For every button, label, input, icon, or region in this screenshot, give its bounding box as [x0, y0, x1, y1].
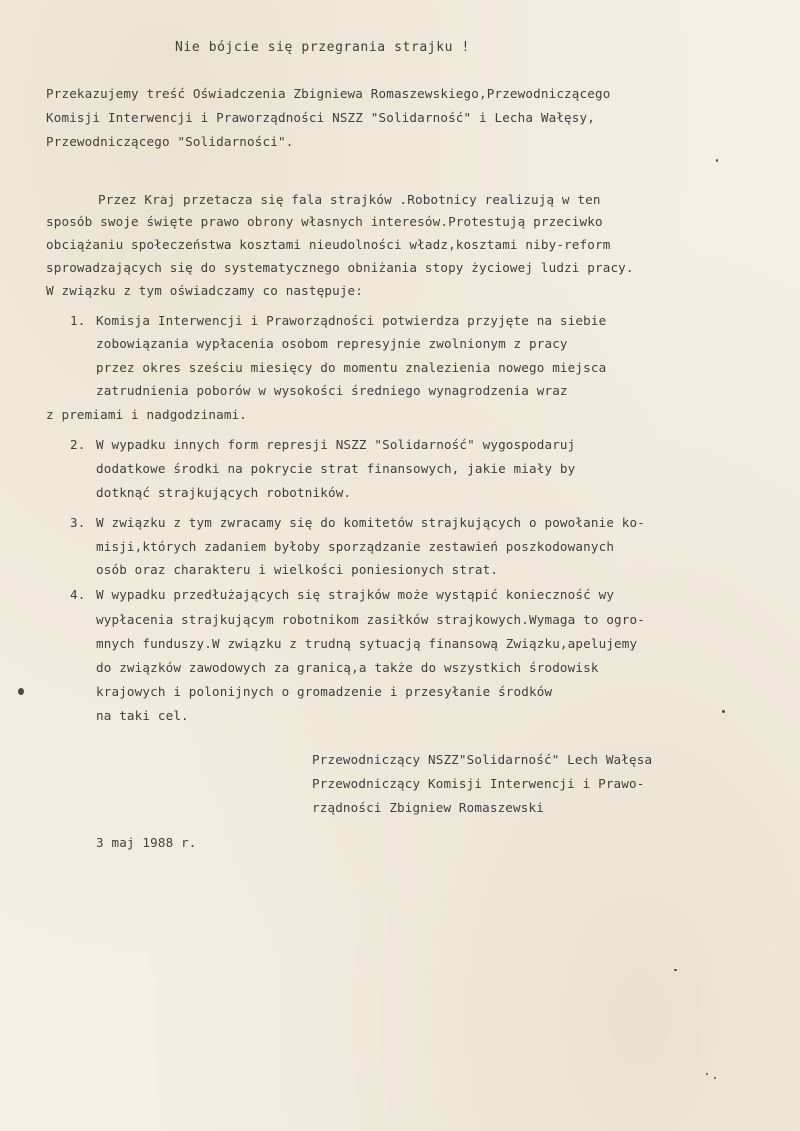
- statement-line: W związku z tym oświadczamy co następuje:: [46, 283, 364, 298]
- point-line: krajowych i polonijnych o gromadzenie i przesyłanie środków: [96, 684, 553, 699]
- statement-line: obciążaniu społeczeństwa kosztami nieudolności władz,kosztami niby-reform: [46, 237, 611, 252]
- signature-line: Przewodniczący NSZZ"Solidarność" Lech Wałęsa: [312, 752, 653, 767]
- point-line: wypłacenia strajkującym robotnikom zasiłków strajkowych.Wymaga to ogro-: [96, 612, 645, 627]
- point-line: misji,których zadaniem byłoby sporządzanie zestawień poszkodowanych: [96, 539, 615, 554]
- point-line: zatrudnienia poborów w wysokości średniego wynagrodzenia wraz: [96, 383, 568, 398]
- point-line: z premiami i nadgodzinami.: [46, 407, 248, 422]
- document-title: Nie bójcie się przegrania strajku !: [175, 40, 470, 55]
- intro-line: Przekazujemy treść Oświadczenia Zbigniewa Romaszewskiego,Przewodniczącego: [46, 86, 611, 101]
- ink-speck: [716, 159, 718, 162]
- intro-line: Przewodniczącego "Solidarności".: [46, 134, 294, 149]
- statement-line: sposób swoje święte prawo obrony własnych interesów.Protestują przeciwko: [46, 214, 603, 229]
- point-line: zobowiązania wypłacenia osobom represyjnie zwolnionym z pracy: [96, 336, 568, 351]
- point-line: W związku z tym zwracamy się do komitetów strajkujących o powołanie ko-: [96, 515, 645, 530]
- intro-line: Komisji Interwencji i Praworządności NSZZ "Solidarność" i Lecha Wałęsy,: [46, 110, 595, 125]
- document-date: 3 maj 1988 r.: [96, 835, 197, 850]
- point-number: 2.: [70, 437, 86, 452]
- point-line: Komisja Interwencji i Praworządności potwierdza przyjęte na siebie: [96, 313, 607, 328]
- ink-speck: [722, 710, 725, 713]
- point-line: dotknąć strajkujących robotników.: [96, 485, 352, 500]
- signature-line: Przewodniczący Komisji Interwencji i Prawo-: [312, 776, 645, 791]
- point-line: na taki cel.: [96, 708, 189, 723]
- point-line: do związków zawodowych za granicą,a także do wszystkich środowisk: [96, 660, 599, 675]
- point-line: dodatkowe środki na pokrycie strat finansowych, jakie miały by: [96, 461, 576, 476]
- signature-line: rządności Zbigniew Romaszewski: [312, 800, 544, 815]
- point-number: 4.: [70, 587, 86, 602]
- point-number: 1.: [70, 313, 86, 328]
- point-line: W wypadku przedłużających się strajków może wystąpić konieczność wy: [96, 587, 615, 602]
- statement-line: sprowadzających się do systematycznego obniżania stopy życiowej ludzi pracy.: [46, 260, 634, 275]
- ink-speck: [674, 969, 677, 971]
- point-number: 3.: [70, 515, 86, 530]
- point-line: mnych funduszy.W związku z trudną sytuacją finansową Związku,apelujemy: [96, 636, 638, 651]
- point-line: przez okres sześciu miesięcy do momentu znalezienia nowego miejsca: [96, 360, 607, 375]
- point-line: osób oraz charakteru i wielkości poniesionych strat.: [96, 562, 499, 577]
- ink-blot: [18, 688, 24, 695]
- ink-speck: [706, 1073, 708, 1075]
- ink-speck: [714, 1077, 716, 1079]
- point-line: W wypadku innych form represji NSZZ "Solidarność" wygospodaruj: [96, 437, 576, 452]
- statement-line: Przez Kraj przetacza się fala strajków .Robotnicy realizują w ten: [98, 192, 601, 207]
